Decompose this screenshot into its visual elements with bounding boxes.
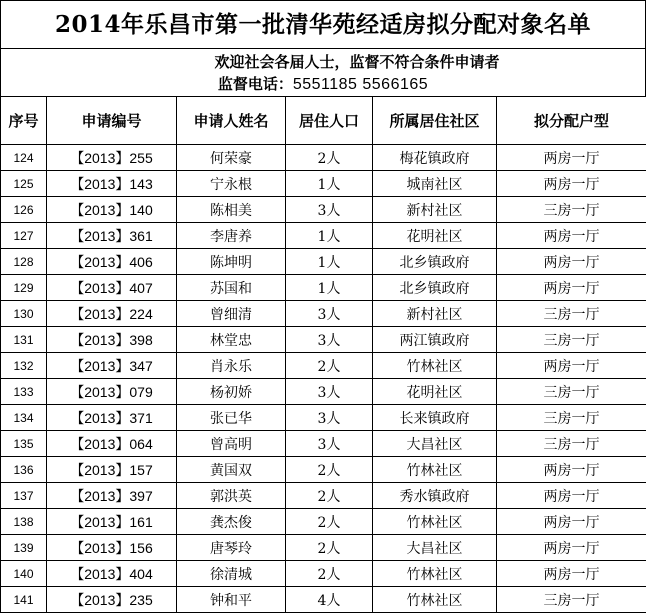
cell-seq: 135 bbox=[1, 431, 47, 457]
cell-seq: 134 bbox=[1, 405, 47, 431]
table-body bbox=[1, 145, 646, 613]
cell-seq: 136 bbox=[1, 457, 47, 483]
cell-community: 竹林社区 bbox=[373, 561, 497, 587]
cell-community: 竹林社区 bbox=[373, 509, 497, 535]
table-row bbox=[1, 301, 646, 327]
cell-community: 城南社区 bbox=[373, 171, 497, 197]
cell-applicant-name: 陈相美 bbox=[177, 197, 286, 223]
cell-seq: 126 bbox=[1, 197, 47, 223]
cell-applicant-name: 何荣豪 bbox=[177, 145, 286, 171]
cell-application-number: 【2013】156 bbox=[47, 535, 177, 561]
cell-seq: 141 bbox=[1, 587, 47, 613]
cell-unit-type: 两房一厅 bbox=[497, 249, 646, 275]
table-row bbox=[1, 249, 646, 275]
cell-community: 新村社区 bbox=[373, 301, 497, 327]
cell-application-number: 【2013】347 bbox=[47, 353, 177, 379]
document-title: 2014年乐昌市第一批清华苑经适房拟分配对象名单 bbox=[0, 0, 646, 48]
cell-unit-type: 两房一厅 bbox=[497, 353, 646, 379]
cell-community: 梅花镇政府 bbox=[373, 145, 497, 171]
allocation-table bbox=[0, 96, 646, 613]
cell-applicant-name: 唐琴玲 bbox=[177, 535, 286, 561]
table-row bbox=[1, 197, 646, 223]
cell-community: 大昌社区 bbox=[373, 431, 497, 457]
table-row bbox=[1, 223, 646, 249]
cell-community: 北乡镇政府 bbox=[373, 275, 497, 301]
cell-applicant-name: 杨初娇 bbox=[177, 379, 286, 405]
cell-application-number: 【2013】407 bbox=[47, 275, 177, 301]
cell-seq: 125 bbox=[1, 171, 47, 197]
cell-unit-type: 两房一厅 bbox=[497, 535, 646, 561]
table-row bbox=[1, 405, 646, 431]
cell-applicant-name: 宁永根 bbox=[177, 171, 286, 197]
table-row bbox=[1, 275, 646, 301]
header-residents: 居住人口 bbox=[286, 97, 373, 145]
cell-applicant-name: 曾细清 bbox=[177, 301, 286, 327]
cell-application-number: 【2013】143 bbox=[47, 171, 177, 197]
cell-seq: 128 bbox=[1, 249, 47, 275]
cell-seq: 130 bbox=[1, 301, 47, 327]
supervision-notice bbox=[0, 48, 646, 96]
cell-unit-type: 两房一厅 bbox=[497, 145, 646, 171]
cell-community: 长来镇政府 bbox=[373, 405, 497, 431]
phone-line bbox=[1, 73, 645, 97]
cell-residents: 2人 bbox=[286, 561, 373, 587]
table-row bbox=[1, 171, 646, 197]
cell-community: 新村社区 bbox=[373, 197, 497, 223]
cell-residents: 3人 bbox=[286, 327, 373, 353]
cell-applicant-name: 曾高明 bbox=[177, 431, 286, 457]
cell-unit-type: 三房一厅 bbox=[497, 587, 646, 613]
cell-application-number: 【2013】157 bbox=[47, 457, 177, 483]
header-community: 所属居住社区 bbox=[373, 97, 497, 145]
table-row bbox=[1, 353, 646, 379]
table-row bbox=[1, 379, 646, 405]
phone-label: 监督电话： bbox=[218, 75, 293, 93]
cell-unit-type: 两房一厅 bbox=[497, 275, 646, 301]
cell-application-number: 【2013】406 bbox=[47, 249, 177, 275]
cell-application-number: 【2013】255 bbox=[47, 145, 177, 171]
cell-applicant-name: 林堂忠 bbox=[177, 327, 286, 353]
cell-seq: 132 bbox=[1, 353, 47, 379]
cell-applicant-name: 陈坤明 bbox=[177, 249, 286, 275]
cell-applicant-name: 徐清城 bbox=[177, 561, 286, 587]
cell-unit-type: 三房一厅 bbox=[497, 405, 646, 431]
header-application-number: 申请编号 bbox=[47, 97, 177, 145]
cell-seq: 127 bbox=[1, 223, 47, 249]
cell-unit-type: 两房一厅 bbox=[497, 457, 646, 483]
cell-residents: 2人 bbox=[286, 457, 373, 483]
cell-unit-type: 三房一厅 bbox=[497, 327, 646, 353]
cell-application-number: 【2013】079 bbox=[47, 379, 177, 405]
cell-application-number: 【2013】140 bbox=[47, 197, 177, 223]
table-row bbox=[1, 327, 646, 353]
table-header-row bbox=[1, 97, 646, 145]
cell-application-number: 【2013】064 bbox=[47, 431, 177, 457]
notice-text: 欢迎社会各届人士，监督不符合条件申请者 bbox=[1, 49, 645, 73]
cell-applicant-name: 苏国和 bbox=[177, 275, 286, 301]
cell-seq: 133 bbox=[1, 379, 47, 405]
cell-applicant-name: 郭洪英 bbox=[177, 483, 286, 509]
cell-application-number: 【2013】161 bbox=[47, 509, 177, 535]
cell-application-number: 【2013】404 bbox=[47, 561, 177, 587]
cell-residents: 3人 bbox=[286, 301, 373, 327]
cell-residents: 2人 bbox=[286, 535, 373, 561]
cell-community: 两江镇政府 bbox=[373, 327, 497, 353]
cell-unit-type: 两房一厅 bbox=[497, 483, 646, 509]
cell-applicant-name: 肖永乐 bbox=[177, 353, 286, 379]
cell-community: 竹林社区 bbox=[373, 353, 497, 379]
cell-community: 花明社区 bbox=[373, 223, 497, 249]
cell-applicant-name: 张已华 bbox=[177, 405, 286, 431]
cell-residents: 1人 bbox=[286, 223, 373, 249]
cell-community: 竹林社区 bbox=[373, 457, 497, 483]
cell-seq: 140 bbox=[1, 561, 47, 587]
cell-seq: 139 bbox=[1, 535, 47, 561]
table-row bbox=[1, 509, 646, 535]
cell-seq: 124 bbox=[1, 145, 47, 171]
table-row bbox=[1, 561, 646, 587]
cell-residents: 1人 bbox=[286, 249, 373, 275]
cell-application-number: 【2013】398 bbox=[47, 327, 177, 353]
header-unit-type: 拟分配户型 bbox=[497, 97, 646, 145]
cell-residents: 1人 bbox=[286, 275, 373, 301]
phone-numbers: 5551185 5566165 bbox=[293, 76, 428, 93]
cell-residents: 2人 bbox=[286, 353, 373, 379]
cell-unit-type: 三房一厅 bbox=[497, 197, 646, 223]
cell-unit-type: 两房一厅 bbox=[497, 171, 646, 197]
table-row bbox=[1, 431, 646, 457]
cell-unit-type: 三房一厅 bbox=[497, 431, 646, 457]
cell-residents: 2人 bbox=[286, 145, 373, 171]
cell-seq: 138 bbox=[1, 509, 47, 535]
cell-residents: 3人 bbox=[286, 197, 373, 223]
table-row bbox=[1, 145, 646, 171]
cell-applicant-name: 龚杰俊 bbox=[177, 509, 286, 535]
cell-application-number: 【2013】397 bbox=[47, 483, 177, 509]
cell-application-number: 【2013】361 bbox=[47, 223, 177, 249]
table-row bbox=[1, 457, 646, 483]
cell-community: 秀水镇政府 bbox=[373, 483, 497, 509]
table-row bbox=[1, 483, 646, 509]
cell-residents: 3人 bbox=[286, 379, 373, 405]
cell-seq: 131 bbox=[1, 327, 47, 353]
cell-residents: 3人 bbox=[286, 431, 373, 457]
cell-unit-type: 两房一厅 bbox=[497, 509, 646, 535]
cell-application-number: 【2013】371 bbox=[47, 405, 177, 431]
cell-residents: 3人 bbox=[286, 405, 373, 431]
cell-unit-type: 两房一厅 bbox=[497, 561, 646, 587]
header-applicant-name: 申请人姓名 bbox=[177, 97, 286, 145]
cell-residents: 4人 bbox=[286, 587, 373, 613]
cell-applicant-name: 黄国双 bbox=[177, 457, 286, 483]
cell-unit-type: 三房一厅 bbox=[497, 379, 646, 405]
cell-residents: 2人 bbox=[286, 483, 373, 509]
cell-seq: 129 bbox=[1, 275, 47, 301]
table-row bbox=[1, 535, 646, 561]
cell-application-number: 【2013】224 bbox=[47, 301, 177, 327]
cell-residents: 2人 bbox=[286, 509, 373, 535]
cell-residents: 1人 bbox=[286, 171, 373, 197]
cell-unit-type: 两房一厅 bbox=[497, 223, 646, 249]
table-row bbox=[1, 587, 646, 613]
cell-community: 花明社区 bbox=[373, 379, 497, 405]
header-seq: 序号 bbox=[1, 97, 47, 145]
cell-unit-type: 三房一厅 bbox=[497, 301, 646, 327]
cell-community: 竹林社区 bbox=[373, 587, 497, 613]
cell-community: 北乡镇政府 bbox=[373, 249, 497, 275]
cell-applicant-name: 钟和平 bbox=[177, 587, 286, 613]
cell-application-number: 【2013】235 bbox=[47, 587, 177, 613]
cell-applicant-name: 李唐养 bbox=[177, 223, 286, 249]
cell-seq: 137 bbox=[1, 483, 47, 509]
cell-community: 大昌社区 bbox=[373, 535, 497, 561]
